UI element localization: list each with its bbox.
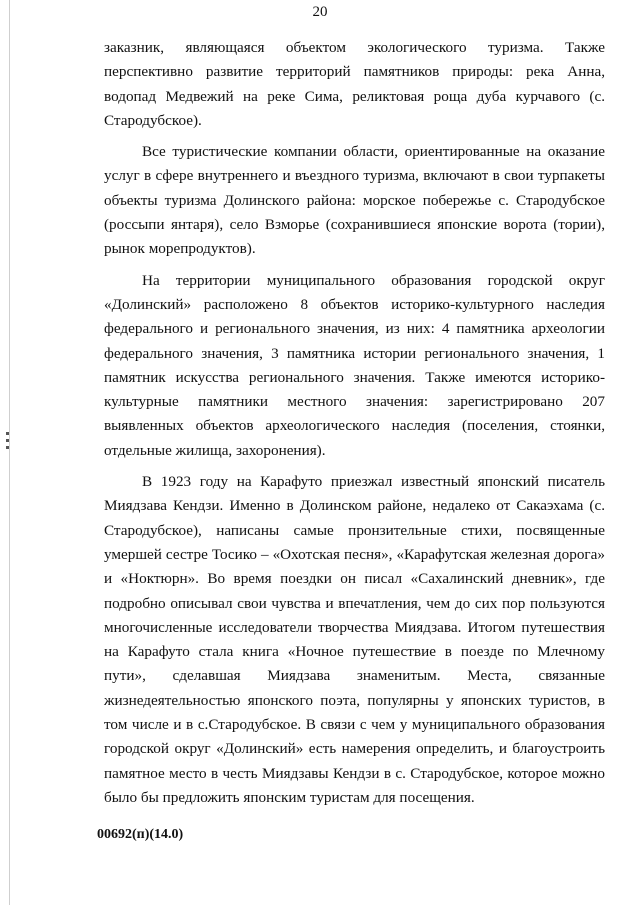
page-number: 20 <box>312 4 328 20</box>
paragraph-tour-companies: Все туристические компании области, ориентированные на оказание услуг в сфере внутреннего и въездного туризма, включают в свои турпакеты объекты туризма Долинского района: морское побережье с. Стародубское (россыпи янтаря), село Взморье (сохранившиеся японские ворота (тории), рынок морепродуктов). <box>104 143 605 258</box>
paragraph-heritage-objects: На территории муниципального образования городской округ «Долинский» расположено 8 объектов историко-культурного наследия федерального и регионального значения, из них: 4 памятника археологии федерального значения, 3 памятника истории регионального значения, 1 памятник искусства регионального значения. Также имеются историко-культурные памятники местного значения: зарегистрировано 207 выявленных объектов археологического наследия (поселения, стоянки, отдельные жилища, захоронения). <box>104 271 605 459</box>
binding-marks <box>6 432 10 458</box>
body-text <box>104 36 605 810</box>
paragraph-miyazawa: В 1923 году на Карафуто приезжал известный японский писатель Миядзава Кендзи. Именно в Долинском районе, недалеко от Сакаэхама (с. Стародубское), написаны самые пронзительные стихи, посвященные умершей сестре Тосико – «Охотская песня», «Карафутская железная дорога» и «Ноктюрн». Во время поездки он писал «Сахалинский дневник», где подробно описывал свои чувства и впечатления, чем до сих пор пользуются многочисленные исследователи творчества Миядзава. Итогом путешествия на Карафуто стала книга «Ночное путешествие в поезде по Млечному пути», сделавшая Миядзава знаменитым. Места, связанные жизнедеятельностью японского поэта, популярны у японских туристов, в том числе и в с.Стародубское. В связи с чем у муниципального образования городской округ «Долинский» есть намерения определить, и благоустроить памятное место в честь Миядзавы Кендзи в с. Стародубское, которое можно было бы предложить японским туристам для посещения. <box>104 473 605 806</box>
document-code: 00692(п)(14.0) <box>97 827 184 842</box>
paragraph-continuation: заказник, являющаяся объектом экологического туризма. Также перспективно развитие территорий памятников природы: река Анна, водопад Медвежий на реке Сима, реликтовая роща дуба курчавого (с. Стародубское). <box>104 39 605 129</box>
